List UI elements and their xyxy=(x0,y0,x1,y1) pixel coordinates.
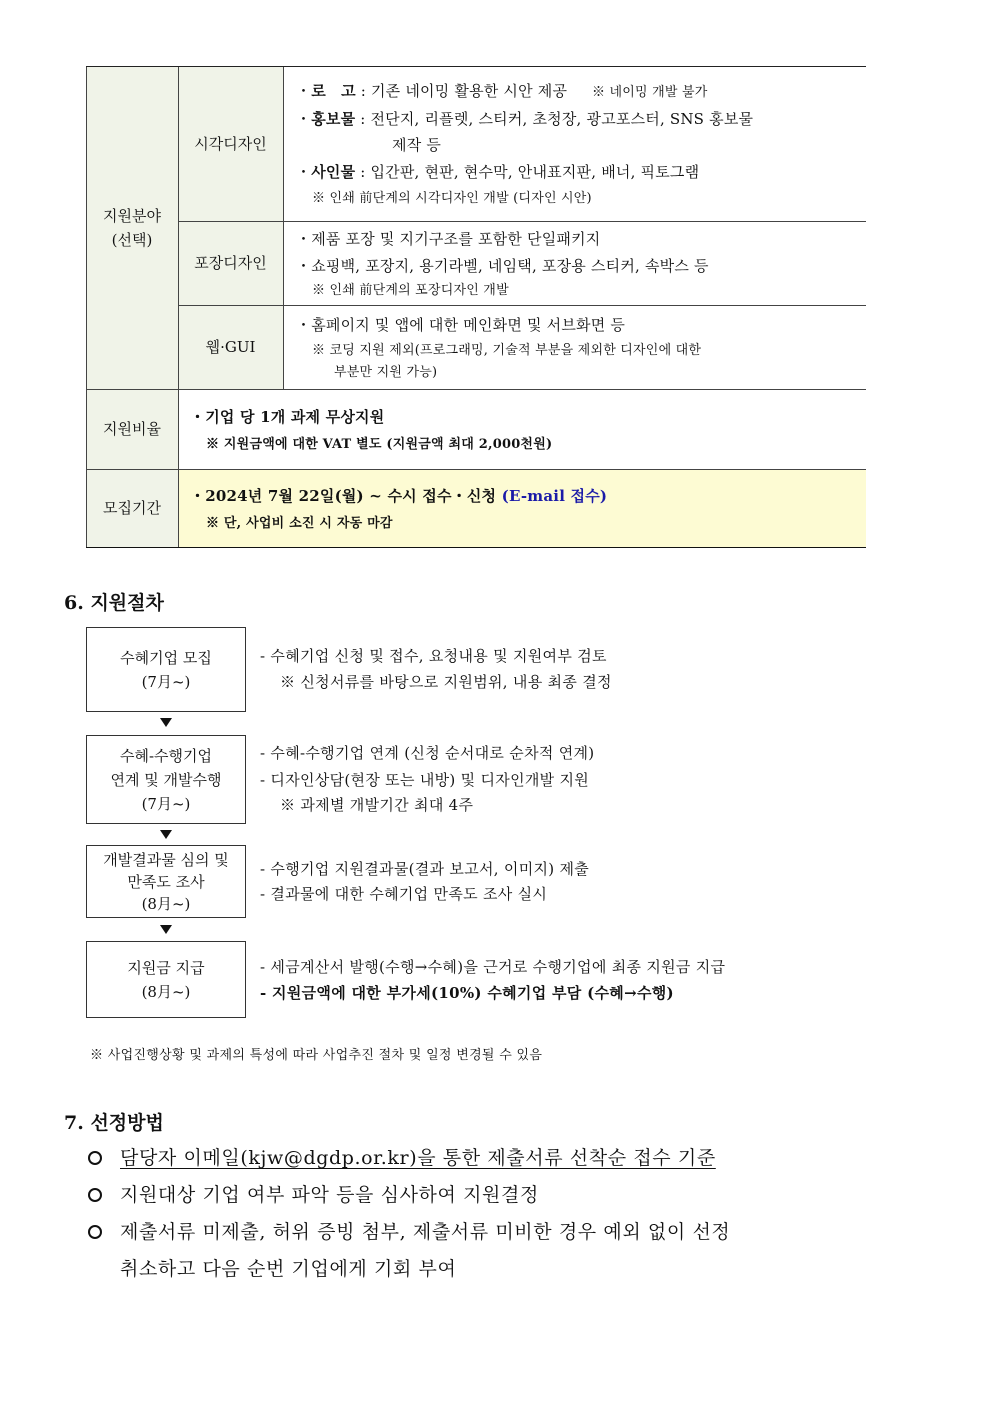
circle-bullet-icon xyxy=(88,1225,102,1239)
web-note2: 부분만 지원 가능) xyxy=(334,365,438,380)
promo-key: 홍보물 xyxy=(311,110,356,128)
flow-step-title: 수혜기업 모집 xyxy=(120,648,212,667)
circle-bullet-icon xyxy=(88,1188,102,1202)
section6-footnote: ※ 사업진행상황 및 과제의 특성에 따라 사업추진 절차 및 일정 변경될 수 있음 xyxy=(90,1048,543,1063)
package-design-label: 포장디자인 xyxy=(194,254,267,272)
field-label-line1: 지원분야 xyxy=(103,207,161,225)
flow-step-title: 수혜-수행기업 xyxy=(119,746,212,765)
flow-step-recruit xyxy=(86,627,246,712)
flow-arrow-down-icon xyxy=(160,830,172,839)
flow-step2-desc2: - 디자인상담(현장 또는 내방) 및 디자인개발 지원 xyxy=(260,771,590,789)
flow-step-date: (8月~) xyxy=(141,894,191,913)
sign-key: 사인물 xyxy=(311,163,356,181)
logo-row: ・로 고 : 기존 네이밍 활용한 시안 제공 ※ 네이밍 개발 불가 xyxy=(296,82,708,100)
ratio-note: ※ 지원금액에 대한 VAT 별도 (지원금액 최대 2,000천원) xyxy=(206,437,553,452)
flow-step-date: (8月~) xyxy=(141,982,191,1001)
flow-step-matching xyxy=(86,735,246,824)
web-gui-label: 웹·GUI xyxy=(205,338,256,356)
flow-step3-desc2: - 결과물에 대한 수혜기업 만족도 조사 실시 xyxy=(260,885,548,903)
flow-step-review xyxy=(86,845,246,918)
visual-note: ※ 인쇄 前단계의 시각디자인 개발 (디자인 시안) xyxy=(312,191,592,206)
support-table xyxy=(86,66,866,548)
flow-arrow-down-icon xyxy=(160,925,172,934)
flow-arrow-down-icon xyxy=(160,718,172,727)
field-label-line2: (선택) xyxy=(111,231,153,249)
promo-text: : 전단지, 리플렛, 스티커, 초청장, 광고포스터, SNS 홍보물 xyxy=(360,110,754,128)
circle-bullet-icon xyxy=(88,1151,102,1165)
package-line2: ・쇼핑백, 포장지, 용기라벨, 네임택, 포장용 스티커, 속박스 등 xyxy=(296,257,709,275)
flow-step-date: (7月~) xyxy=(141,794,191,813)
promo-row: ・홍보물 : 전단지, 리플렛, 스티커, 초청장, 광고포스터, SNS 홍보물 xyxy=(296,110,754,128)
flow-step-title-2: 연계 및 개발수행 xyxy=(110,770,222,789)
package-line1: ・제품 포장 및 지기구조를 포함한 단일패키지 xyxy=(296,230,601,248)
sign-text: : 입간판, 현판, 현수막, 안내표지판, 배너, 픽토그램 xyxy=(360,163,700,181)
email-receipt-link: (E-mail 접수) xyxy=(501,487,608,505)
flow-step-date: (7月~) xyxy=(141,672,191,691)
sign-row: ・사인물 : 입간판, 현판, 현수막, 안내표지판, 배너, 픽토그램 xyxy=(296,163,700,181)
ratio-label: 지원비율 xyxy=(103,420,161,438)
section6-title: 6. 지원절차 xyxy=(64,592,164,614)
flow-step2-desc3: ※ 과제별 개발기간 최대 4주 xyxy=(280,796,474,814)
package-note: ※ 인쇄 前단계의 포장디자인 개발 xyxy=(312,283,509,298)
flow-step1-desc1: - 수혜기업 신청 및 접수, 요청내용 및 지원여부 검토 xyxy=(260,647,607,665)
flow-step3-desc1: - 수행기업 지원결과물(결과 보고서, 이미지) 제출 xyxy=(260,860,590,878)
flow-step-title: 지원금 지급 xyxy=(127,958,205,977)
selection-item-email: 담당자 이메일(kjw@dgdp.or.kr)을 통한 제출서류 선착순 접수 기준 xyxy=(120,1147,716,1169)
flow-step1-desc2: ※ 신청서류를 바탕으로 지원범위, 내용 최종 결정 xyxy=(280,673,612,691)
selection-item-cancel: 제출서류 미제출, 허위 증빙 첨부, 제출서류 미비한 경우 예외 없이 선정 xyxy=(120,1221,731,1243)
flow-step-payment xyxy=(86,941,246,1018)
flow-step-title-2: 만족도 조사 xyxy=(127,872,205,891)
logo-key: 로 고 xyxy=(311,82,356,100)
ratio-line1: ・기업 당 1개 과제 무상지원 xyxy=(190,408,385,426)
web-note1: ※ 코딩 지원 제외(프로그래밍, 기술적 부분을 제외한 디자인에 대한 xyxy=(312,343,702,358)
period-label: 모집기간 xyxy=(103,499,161,517)
logo-text: : 기존 네이밍 활용한 시안 제공 xyxy=(360,82,568,100)
web-line1: ・홈페이지 및 앱에 대한 메인화면 및 서브화면 등 xyxy=(296,316,626,334)
flow-step2-desc1: - 수혜-수행기업 연계 (신청 순서대로 순차적 연계) xyxy=(260,744,595,762)
flow-step4-desc2: - 지원금액에 대한 부가세(10%) 수혜기업 부담 (수혜→수행) xyxy=(260,984,674,1002)
flow-step-title: 개발결과물 심의 및 xyxy=(103,850,229,869)
period-note: ※ 단, 사업비 소진 시 자동 마감 xyxy=(206,516,393,531)
period-text: ・2024년 7월 22일(월) ~ 수시 접수・신청 xyxy=(190,487,497,505)
logo-note: ※ 네이밍 개발 불가 xyxy=(592,85,708,100)
promo-row-cont: 제작 등 xyxy=(392,136,442,154)
period-line1 xyxy=(190,486,607,506)
selection-item-cancel-cont: 취소하고 다음 순번 기업에게 기회 부여 xyxy=(120,1258,457,1280)
visual-design-label: 시각디자인 xyxy=(194,135,267,153)
field-label xyxy=(86,67,178,389)
selection-item-review: 지원대상 기업 여부 파악 등을 심사하여 지원결정 xyxy=(120,1184,539,1206)
period-content-bg xyxy=(178,469,866,547)
flow-step4-desc1: - 세금계산서 발행(수행→수혜)을 근거로 수행기업에 최종 지원금 지급 xyxy=(260,958,726,976)
section7-title: 7. 선정방법 xyxy=(64,1112,164,1134)
